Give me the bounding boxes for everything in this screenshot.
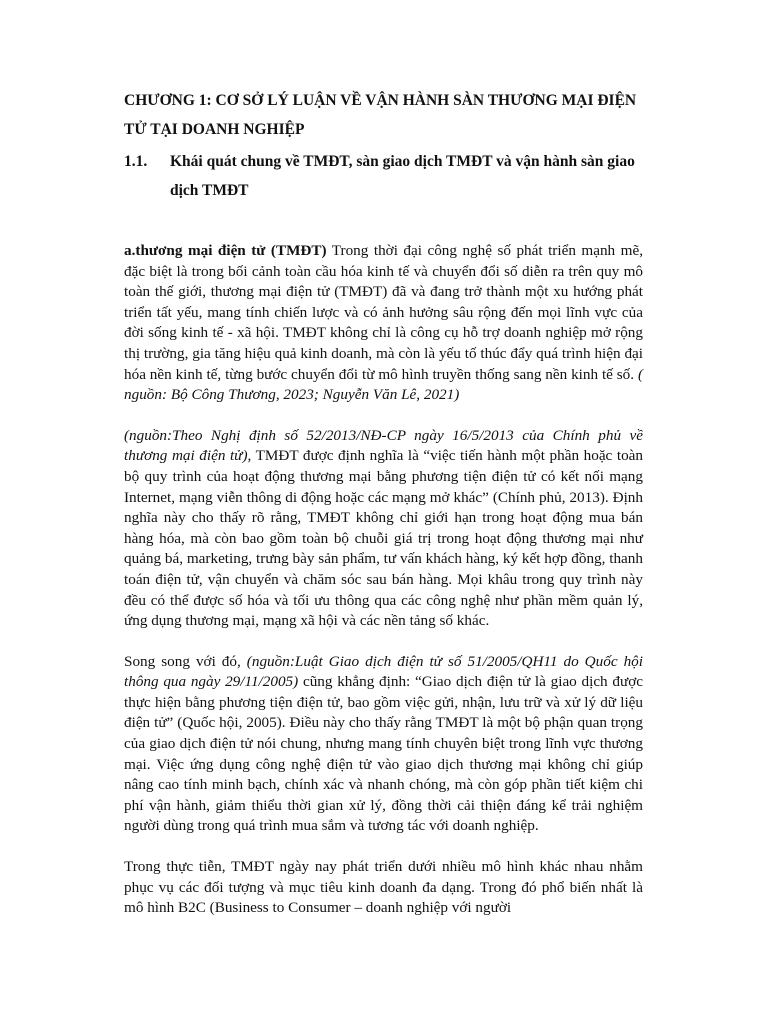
paragraph-4 — [124, 857, 643, 919]
paragraph-4-text: Trong thực tiễn, TMĐT ngày nay phát triển dưới nhiều mô hình khác nhau nhằm phục vụ các đối tượng và mục tiêu kinh doanh đa dạng. Trong đó phổ biến nhất là mô hình B2C (Business to Consumer – doanh nghiệp với người — [124, 858, 643, 917]
paragraph-1-citation: ( nguồn: Bộ Công Thương, 2023; Nguyễn Văn Lê, 2021) — [124, 365, 643, 404]
paragraph-1 — [124, 241, 643, 406]
section-number: 1.1. — [124, 153, 148, 170]
section-heading — [124, 147, 643, 205]
paragraph-3-lead: Song song với đó, — [124, 652, 247, 670]
paragraph-1-text: Trong thời đại công nghệ số phát triển mạnh mẽ, đặc biệt là trong bối cảnh toàn cầu hóa kinh tế và chuyển đổi số diễn ra trên quy mô toàn thế giới, thương mại điện tử (TMĐT) đã và đang trở thành một xu hướng phát triển tất yếu, mang tính chiến lược và có ảnh hưởng sâu rộng đến mọi lĩnh vực của đời sống kinh tế - xã hội. TMĐT không chỉ là công cụ hỗ trợ doanh nghiệp mở rộng thị trường, gia tăng hiệu quả kinh doanh, mà còn là yếu tố thúc đẩy quá trình hiện đại hóa nền kinh tế, từng bước chuyển đổi từ mô hình truyền thống sang nền kinh tế số. — [124, 242, 643, 383]
chapter-title: CHƯƠNG 1: CƠ SỞ LÝ LUẬN VỀ VẬN HÀNH SÀN THƯƠNG MẠI ĐIỆN TỬ TẠI DOANH NGHIỆP — [124, 92, 637, 138]
paragraph-3-source: (nguồn:Luật Giao dịch điện tử số 51/2005/QH11 do Quốc hội thông qua ngày 29/11/2005) — [124, 652, 643, 691]
document-page — [124, 86, 643, 919]
paragraph-3-text: cũng khẳng định: “Giao dịch điện tử là giao dịch được thực hiện bằng phương tiện điện tử, bao gồm việc gửi, nhận, lưu trữ và xử lý dữ liệu điện tử” (Quốc hội, 2005). Điều này cho thấy rằng TMĐT là một bộ phận quan trọng của giao dịch điện tử nói chung, nhưng mang tính chuyên biệt trong lĩnh vực thương mại. Việc ứng dụng công nghệ điện tử vào giao dịch thương mại không chỉ giúp nâng cao tính minh bạch, chính xác và nhanh chóng, mà còn góp phần tiết kiệm chi phí vận hành, giảm thiểu thời gian xử lý, đồng thời cải thiện đáng kể trải nghiệm người dùng trong quá trình mua sắm và tương tác với doanh nghiệp. — [124, 673, 643, 835]
paragraph-2-source: (nguồn:Theo Nghị định số 52/2013/NĐ-CP ngày 16/5/2013 của Chính phủ về thương mại điện tử), — [124, 426, 643, 465]
term-heading: a.thương mại điện tử (TMĐT) — [124, 242, 327, 259]
paragraph-2-text: TMĐT được định nghĩa là “việc tiến hành một phần hoặc toàn bộ quy trình của hoạt động thương mại bằng phương tiện điện tử có kết nối mạng Internet, mạng viễn thông di động hoặc các mạng mở khác” (Chính phủ, 2013). Định nghĩa này cho thấy rõ rằng, TMĐT không chỉ giới hạn trong hoạt động mua bán hàng hóa, mà còn bao gồm toàn bộ chuỗi giá trị trong hoạt động thương mại như quảng bá, marketing, trưng bày sản phẩm, tư vấn khách hàng, ký kết hợp đồng, thanh toán điện tử, vận chuyển và chăm sóc sau bán hàng. Mọi khâu trong quy trình này đều có thể được số hóa và tối ưu thông qua các công nghệ như phần mềm quản lý, ứng dụng thương mại, mạng xã hội và các nền tảng số khác. — [124, 447, 643, 630]
section-title: Khái quát chung về TMĐT, sàn giao dịch TMĐT và vận hành sàn giao dịch TMĐT — [170, 153, 635, 199]
paragraph-2 — [124, 426, 643, 632]
paragraph-3 — [124, 652, 643, 837]
